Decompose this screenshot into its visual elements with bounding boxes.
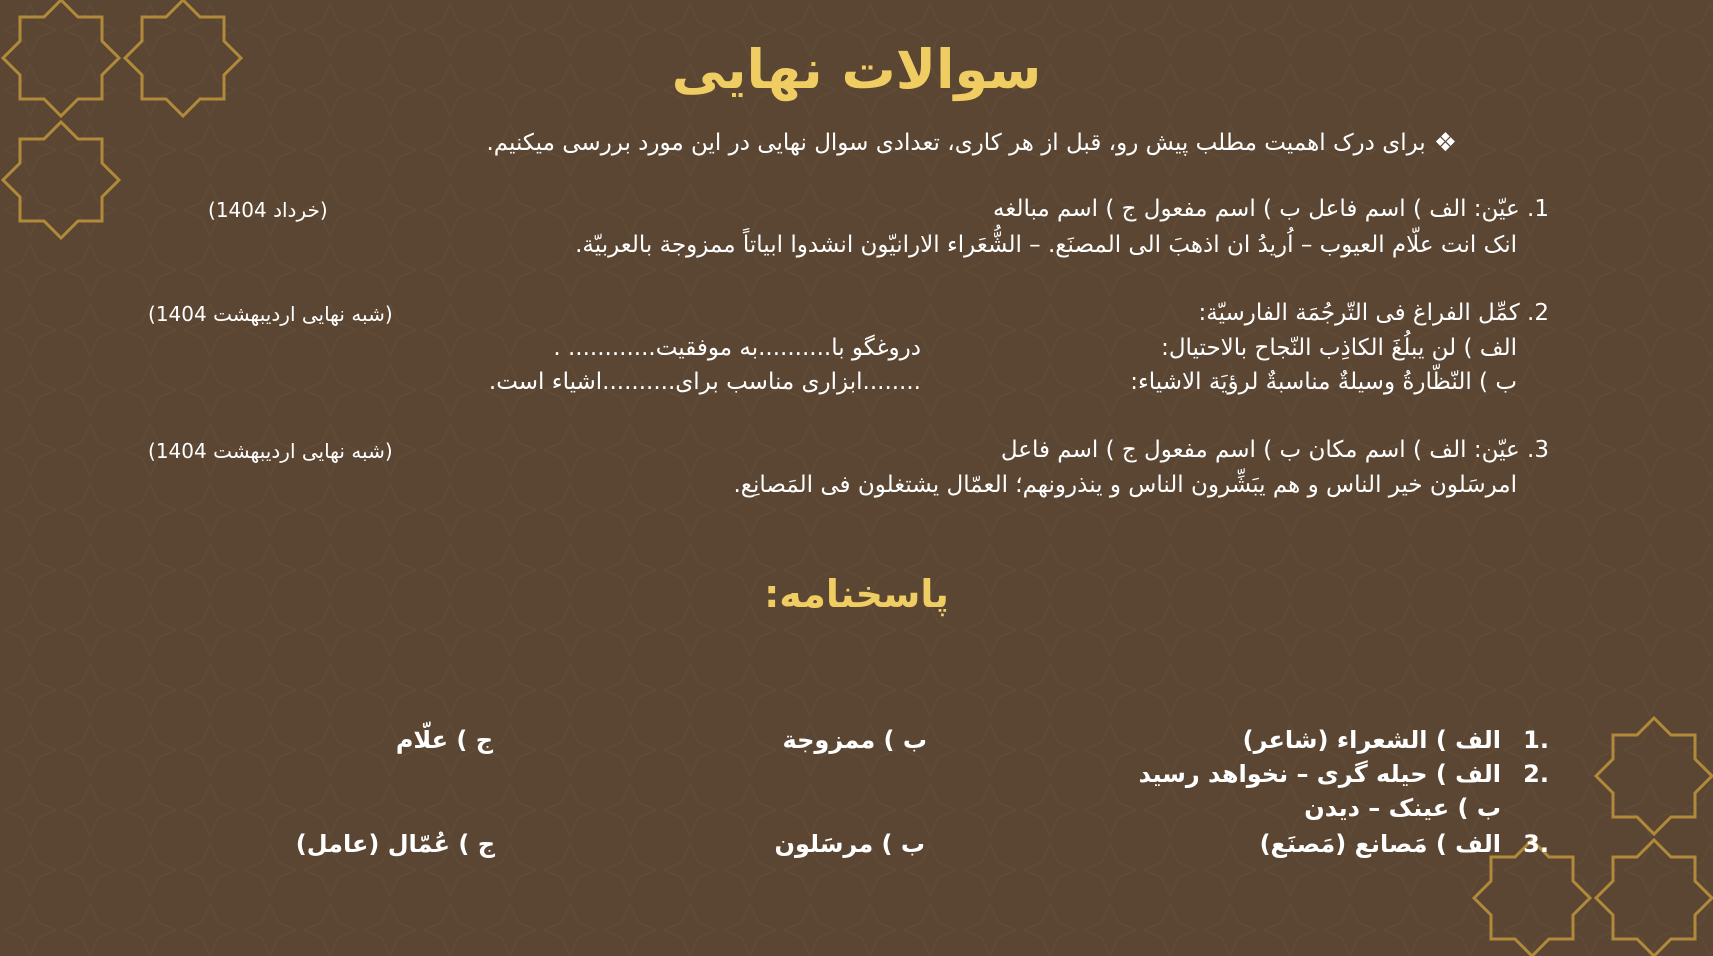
answer-2-number: .2 <box>1523 760 1549 788</box>
intro-line <box>486 128 1457 158</box>
question-3-source: (شبه نهایی اردیبهشت 1404) <box>148 439 393 463</box>
question-2-b-arabic: ب ) النّظّارةُ وسیلةٌ مناسبةٌ لرؤیَة الاشیاء: <box>1130 369 1517 395</box>
answer-3-b: ب ) مرسَلون <box>774 830 925 858</box>
question-1-source: (خرداد 1404) <box>208 198 328 222</box>
page-title: سوالات نهایی <box>671 38 1042 101</box>
answer-3-a: الف ) مَصانع (مَصنَع) <box>1259 830 1501 858</box>
question-2-a-arabic: الف ) لن یبلُغَ الکاذِب النّجاح بالاحتیال: <box>1161 335 1517 361</box>
intro-text: برای درک اهمیت مطلب پیش رو، قبل از هر کاری، تعدادی سوال نهایی در این مورد بررسی میکنیم. <box>486 130 1426 156</box>
answers-title: پاسخنامه: <box>764 572 949 616</box>
answer-1-a: الف ) الشعراء (شاعر) <box>1242 726 1501 754</box>
question-3-prompt: 3. عیّن: الف ) اسم مکان ب ) اسم مفعول ج ) اسم فاعل <box>1000 437 1549 463</box>
question-3-sentence: امرسَلون خیر الناس و هم یبَشِّرون الناس و ینذرونهم؛ العمّال یشتغلون فی المَصانِع. <box>733 472 1517 498</box>
star-ornament-bottom-right-1 <box>1596 718 1712 834</box>
question-2-source: (شبه نهایی اردیبهشت 1404) <box>148 302 393 326</box>
question-2-b-persian: ........ابزاری مناسب برای..........اشیاء است. <box>488 369 921 395</box>
question-2-a-persian: دروغگو با..........به موفقیت............ . <box>553 335 921 361</box>
answer-3-c: ج ) عُمّال (عامل) <box>295 830 495 858</box>
question-2-prompt: 2. کمِّل الفراغ فی التّرجُمَة الفارسیّة: <box>1198 300 1549 326</box>
answer-1-c: ج ) علّام <box>395 726 493 754</box>
star-ornament-bottom-right-3 <box>1596 840 1712 956</box>
answer-3-number: .3 <box>1523 830 1549 858</box>
answer-1-number: .1 <box>1523 726 1549 754</box>
question-1-sentence: انک انت علّام العیوب – اُریدُ ان اذهبَ الی المصنَع. – الشُّعَراء الارانیّون انشدوا ابیاتاً ممزوجة بالعربیّة. <box>575 232 1517 258</box>
answer-2-b: ب ) عینک – دیدن <box>1304 794 1501 822</box>
diamond-bullet-icon: ❖ <box>1433 128 1457 158</box>
answer-1-b: ب ) ممزوجة <box>782 726 927 754</box>
star-ornament-top-left-3 <box>3 122 119 238</box>
answer-2-a: الف ) حیله گری – نخواهد رسید <box>1138 760 1501 788</box>
question-1-prompt: 1. عیّن: الف ) اسم فاعل ب ) اسم مفعول ج ) اسم مبالغه <box>993 196 1549 222</box>
